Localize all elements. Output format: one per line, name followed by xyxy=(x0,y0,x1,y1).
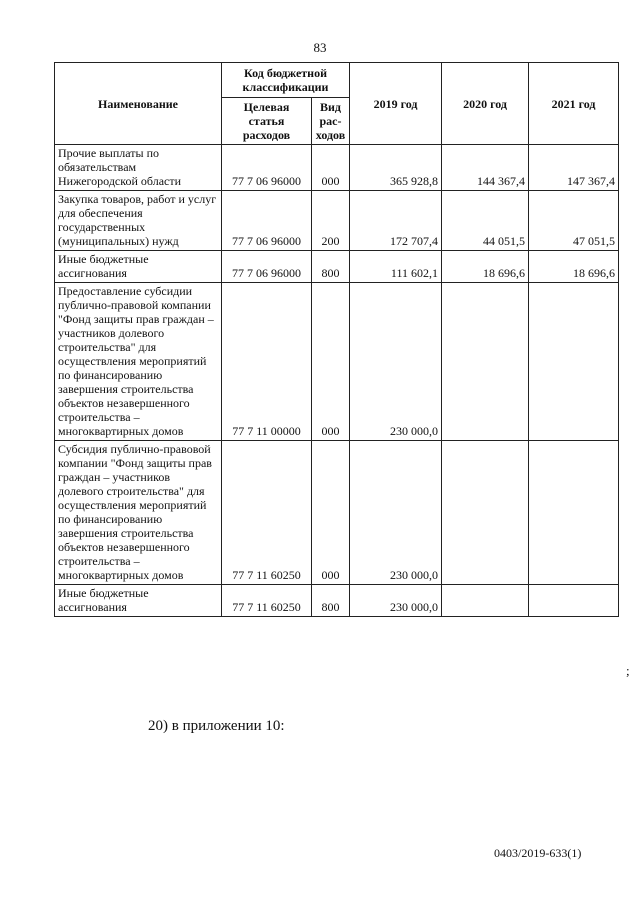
row-value-2019: 230 000,0 xyxy=(350,585,442,617)
row-value-2020 xyxy=(442,283,529,441)
row-value-2019: 365 928,8 xyxy=(350,145,442,191)
row-name: Прочие выплаты по обязательствам Нижегородской области xyxy=(55,145,222,191)
row-name: Иные бюджетные ассигнования xyxy=(55,585,222,617)
row-value-2019: 230 000,0 xyxy=(350,441,442,585)
table-row xyxy=(55,585,619,617)
header-2020: 2020 год xyxy=(442,63,529,145)
header-row xyxy=(55,63,619,98)
row-value-2021 xyxy=(529,441,619,585)
row-expense-type: 800 xyxy=(312,585,350,617)
row-target-article: 77 7 11 00000 xyxy=(222,283,312,441)
row-value-2020 xyxy=(442,585,529,617)
row-name: Предоставление субсидии публично-правовой компании "Фонд защиты прав граждан – участников долевого строительства" для осуществления мероприятий по финансированию завершения строительства объектов незавершенного строительства – многоквартирных домов xyxy=(55,283,222,441)
row-value-2020: 144 367,4 xyxy=(442,145,529,191)
row-value-2021 xyxy=(529,585,619,617)
header-expense-type: Вид рас- ходов xyxy=(312,98,350,145)
table-row xyxy=(55,441,619,585)
row-name: Закупка товаров, работ и услуг для обеспечения государственных (муниципальных) нужд xyxy=(55,191,222,251)
row-expense-type: 000 xyxy=(312,441,350,585)
table-row xyxy=(55,251,619,283)
header-name: Наименование xyxy=(55,63,222,145)
appendix-note: 20) в приложении 10: xyxy=(148,718,285,734)
header-budget-code-group: Код бюджетной классификации xyxy=(222,63,350,98)
row-value-2019: 111 602,1 xyxy=(350,251,442,283)
row-target-article: 77 7 06 96000 xyxy=(222,191,312,251)
row-value-2021: 18 696,6 xyxy=(529,251,619,283)
row-value-2020: 44 051,5 xyxy=(442,191,529,251)
budget-table xyxy=(54,62,619,617)
row-expense-type: 800 xyxy=(312,251,350,283)
row-value-2020: 18 696,6 xyxy=(442,251,529,283)
document-code: 0403/2019-633(1) xyxy=(494,846,582,860)
trailing-semicolon: ; xyxy=(626,663,630,678)
table-row xyxy=(55,283,619,441)
row-value-2019: 172 707,4 xyxy=(350,191,442,251)
table-row xyxy=(55,191,619,251)
row-target-article: 77 7 11 60250 xyxy=(222,441,312,585)
row-value-2019: 230 000,0 xyxy=(350,283,442,441)
header-2019: 2019 год xyxy=(350,63,442,145)
row-value-2021 xyxy=(529,283,619,441)
row-value-2020 xyxy=(442,441,529,585)
header-2021: 2021 год xyxy=(529,63,619,145)
row-target-article: 77 7 06 96000 xyxy=(222,251,312,283)
page-number: 83 xyxy=(313,40,327,55)
header-target-article: Целевая статья расходов xyxy=(222,98,312,145)
row-target-article: 77 7 06 96000 xyxy=(222,145,312,191)
table-row xyxy=(55,145,619,191)
row-target-article: 77 7 11 60250 xyxy=(222,585,312,617)
row-name: Иные бюджетные ассигнования xyxy=(55,251,222,283)
row-value-2021: 47 051,5 xyxy=(529,191,619,251)
row-name: Субсидия публично-правовой компании "Фонд защиты прав граждан – участников долевого строительства" для осуществления мероприятий по финансированию завершения строительства объектов незавершенного строительства – многоквартирных домов xyxy=(55,441,222,585)
row-expense-type: 200 xyxy=(312,191,350,251)
row-expense-type: 000 xyxy=(312,283,350,441)
row-value-2021: 147 367,4 xyxy=(529,145,619,191)
row-expense-type: 000 xyxy=(312,145,350,191)
